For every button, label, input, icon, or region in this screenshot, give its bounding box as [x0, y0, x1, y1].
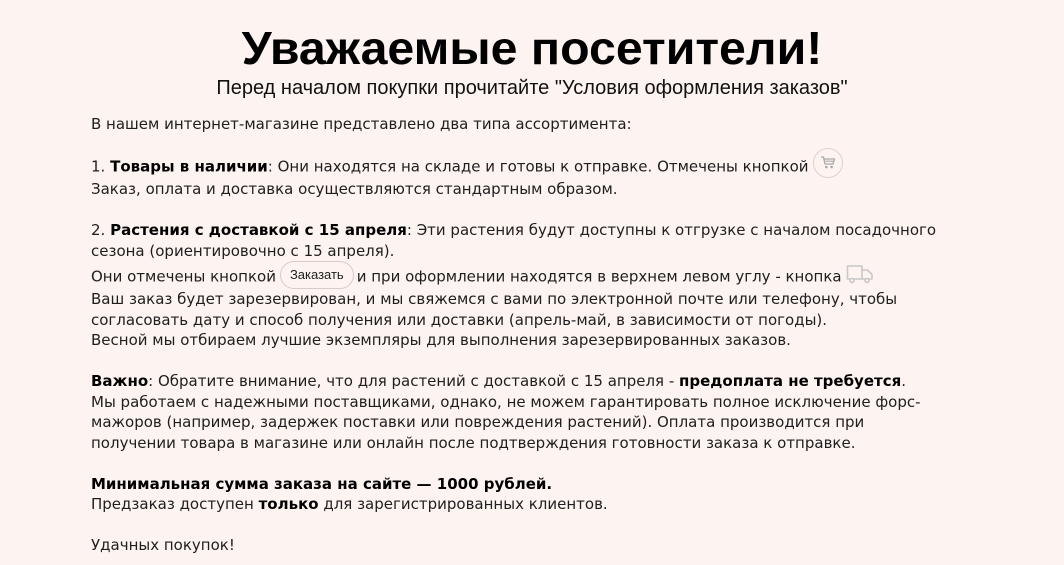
section-preorder-line3 — [91, 265, 991, 289]
section-number: 1. — [91, 157, 111, 176]
preorder-note — [91, 494, 991, 515]
section-preorder-line2: сезона (ориентировочно с 15 апреля). — [91, 241, 395, 260]
important-line2: Мы работаем с надежными поставщиками, однако, не можем гарантировать полное исключение форс- — [91, 392, 921, 411]
notice-content — [91, 114, 991, 556]
section-preorder-line4: Ваш заказ будет зарезервирован, и мы свяжемся с вами по электронной почте или телефону, чтобы — [91, 290, 898, 308]
important-line3: мажоров (например, задержек поставки или повреждения растений). Оплата производится при — [91, 413, 865, 431]
minimum-order — [91, 474, 991, 495]
page-subtitle: Перед началом покупки прочитайте "Условия оформления заказов" — [216, 77, 848, 99]
only-text: только — [258, 495, 319, 513]
section-heading: Товары в наличии — [110, 157, 268, 176]
order-button[interactable]: Заказать — [280, 261, 354, 289]
intro-text: В нашем интернет-магазине представлено два типа ассортимента: — [91, 115, 632, 133]
minimum-order-text: Минимальная сумма заказа на сайте — 1000 рублей. — [91, 474, 553, 493]
text-segment: и при оформлении находятся в верхнем левом углу - кнопка — [356, 267, 842, 286]
text-segment: для зарегистрированных клиентов. — [318, 495, 608, 513]
section-number: 2. — [91, 221, 111, 239]
section-preorder — [91, 220, 991, 241]
text-segment: Предзаказ доступен — [91, 495, 259, 513]
section-in-stock — [91, 155, 991, 179]
no-prepayment-text: предоплата не требуется — [679, 372, 902, 390]
section-preorder-line5: согласовать дату и способ получения или доставки (апрель-май, в зависимости от погоды). — [91, 310, 828, 329]
cart-icon — [820, 155, 836, 170]
section-text: : Эти растения будут доступны к отгрузке с началом посадочного — [406, 221, 937, 239]
section-in-stock-line2: Заказ, оплата и доставка осуществляются стандартным образом. — [91, 180, 618, 198]
section-heading: Растения с доставкой с 15 апреля — [110, 221, 407, 239]
text-segment: Они отмечены кнопкой — [91, 267, 276, 286]
truck-icon[interactable] — [846, 264, 874, 284]
important-note — [91, 371, 991, 392]
section-text: : Они находятся на складе и готовы к отправке. Отмечены кнопкой — [267, 157, 809, 176]
closing-text: Удачных покупок! — [91, 536, 235, 554]
important-label: Важно — [91, 372, 149, 390]
text-segment: . — [901, 372, 907, 390]
section-preorder-line6: Весной мы отбираем лучшие экземпляры для выполнения зарезервированных заказов. — [91, 331, 791, 349]
important-line4: получении товара в магазине или онлайн после подтверждения готовности заказа к отправке. — [91, 433, 856, 452]
text-segment: : Обратите внимание, что для растений с доставкой с 15 апреля - — [148, 372, 680, 390]
cart-button[interactable] — [813, 148, 843, 178]
page-title: Уважаемые посетители! — [241, 22, 823, 74]
